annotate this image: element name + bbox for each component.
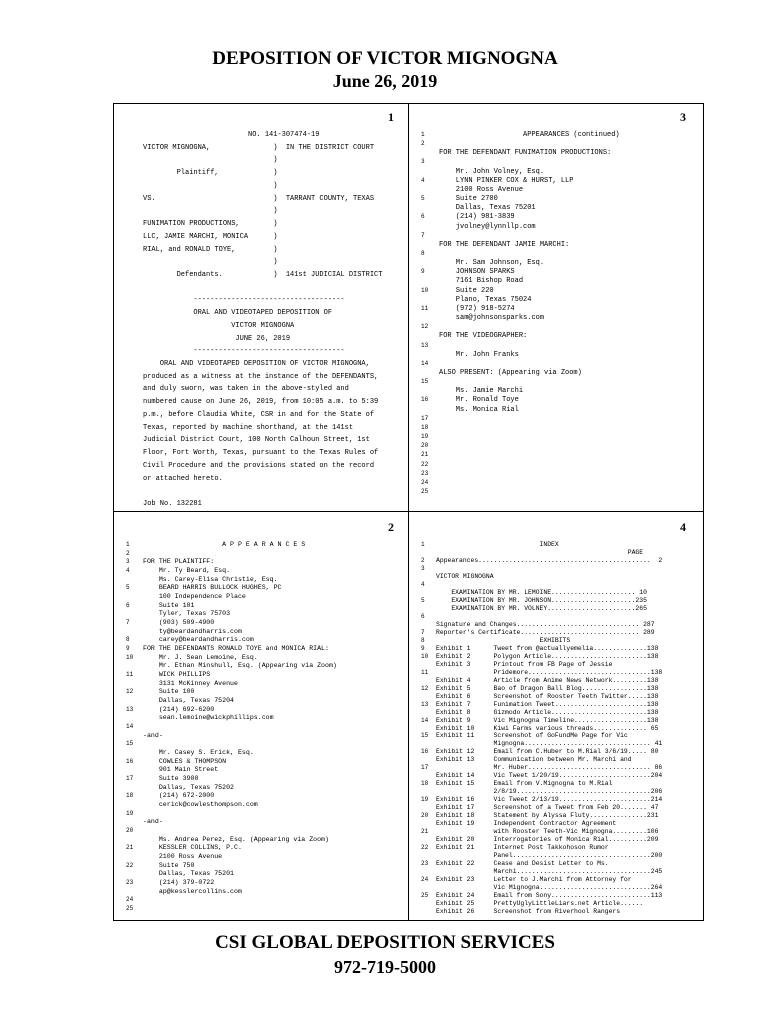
line-number: 18 bbox=[126, 792, 134, 800]
line-number: 7 bbox=[126, 619, 130, 626]
line-number: 4 bbox=[126, 567, 130, 574]
transcript-line: 2100 Ross Avenue bbox=[439, 185, 524, 194]
transcript-line: Mr. J. Sean Lemoine, Esq. bbox=[143, 653, 258, 661]
transcript-line: numbered cause on June 26, 2019, from 10:05 a.m. to 5:39 bbox=[143, 398, 379, 407]
line-number: 23 bbox=[126, 879, 134, 886]
transcript-line: Exhibit 4 Article from Anime News Network.........138 bbox=[436, 676, 659, 684]
transcript-line: cerick@cowlesthompson.com bbox=[143, 801, 258, 808]
transcript-line: Ms. Jamie Marchi bbox=[439, 387, 524, 396]
line-number: 12 bbox=[126, 688, 134, 696]
transcript-line: ALSO PRESENT: (Appearing via Zoom) bbox=[439, 369, 582, 377]
line-number: 12 bbox=[421, 323, 429, 331]
footer-company: CSI GLOBAL DEPOSITION SERVICES bbox=[215, 932, 555, 953]
transcript-line: (214) 692-6200 bbox=[143, 705, 215, 713]
transcript-line: -and- bbox=[143, 731, 163, 739]
transcript-line: Civil Procedure and the provisions stated on the record bbox=[143, 461, 375, 470]
transcript-line: Panel....................................200 bbox=[436, 852, 663, 860]
transcript-line: -and- bbox=[143, 818, 163, 826]
transcript-line: Plaintiff, ) bbox=[143, 169, 278, 178]
transcript-line: (214) 379-0722 bbox=[143, 879, 215, 886]
transcript-line: Job No. 132281 bbox=[143, 500, 202, 508]
transcript-line: Appearances............................................. 2 bbox=[436, 556, 663, 564]
transcript-line: Exhibit 22 Cease and Desist Letter to Ms. bbox=[436, 860, 609, 868]
line-number: 11 bbox=[421, 304, 429, 312]
transcript-line: PAGE bbox=[436, 548, 644, 556]
line-number: 3 bbox=[126, 558, 130, 566]
transcript-line: Exhibit 18 Statement by Alyssa Fluty...............231 bbox=[436, 812, 659, 820]
transcript-line: Defendants. ) 141st JUDICIAL DISTRICT bbox=[143, 270, 383, 279]
transcript-line: Exhibit 13 Communication between Mr. Marchi and bbox=[436, 756, 632, 764]
line-number: 21 bbox=[421, 828, 429, 836]
transcript-line: Suite 750 bbox=[143, 861, 195, 869]
transcript-line: Dallas, Texas 75201 bbox=[439, 204, 536, 213]
line-number: 8 bbox=[421, 636, 425, 644]
line-number: 20 bbox=[421, 442, 429, 450]
transcript-line: 3131 McKinney Avenue bbox=[143, 679, 238, 687]
transcript-line: Mr. John Franks bbox=[439, 350, 519, 359]
line-number: 21 bbox=[126, 844, 134, 852]
transcript-line: FOR THE DEFENDANT FUNIMATION PRODUCTIONS: bbox=[439, 149, 612, 158]
line-number: 1 bbox=[421, 131, 425, 138]
transcript-line: Exhibit 12 Email from C.Huber to M.Rial 3/6/19..... 80 bbox=[436, 748, 659, 756]
transcript-line: APPEARANCES (continued) bbox=[439, 131, 620, 139]
line-number: 11 bbox=[126, 671, 134, 678]
transcript-line: or attached hereto. bbox=[143, 474, 223, 483]
line-number: 9 bbox=[126, 645, 130, 652]
transcript-line: Exhibit 8 Gizmodo Article.........................138 bbox=[436, 708, 659, 716]
transcript-line: COWLES & THOMPSON bbox=[143, 757, 227, 765]
transcript-line: JUNE 26, 2019 bbox=[143, 334, 291, 343]
transcript-line: Exhibit 16 Vic Tweet 2/13/19........................214 bbox=[436, 796, 663, 804]
transcript-line: INDEX bbox=[436, 541, 559, 548]
line-number: 3 bbox=[421, 158, 425, 166]
transcript-line: Exhibit 6 Screenshot of Rooster Teeth Twitter.....138 bbox=[436, 692, 659, 700]
line-number: 24 bbox=[126, 896, 134, 904]
transcript-line: FOR THE VIDEOGRAPHER: bbox=[439, 332, 528, 341]
transcript-line: Signature and Changes................................ 287 bbox=[436, 620, 655, 628]
page-number-3: 3 bbox=[680, 110, 686, 124]
transcript-line: KESSLER COLLINS, P.C. bbox=[143, 844, 242, 852]
line-number: 10 bbox=[421, 286, 429, 294]
line-number: 5 bbox=[421, 596, 425, 604]
transcript-line: Pridemore................................138 bbox=[436, 668, 663, 676]
line-number: 2 bbox=[126, 549, 130, 557]
transcript-line: Exhibit 1 Tweet from @actuallyemelia..............138 bbox=[436, 644, 659, 652]
transcript-line: Ms. Monica Rial bbox=[439, 405, 519, 414]
transcript-line: Suite 2700 bbox=[439, 195, 498, 204]
line-number: 23 bbox=[421, 469, 429, 477]
transcript-line: WICK PHILLIPS bbox=[143, 671, 211, 678]
transcript-line: Exhibit 9 Vic Mignogna Timeline...................138 bbox=[436, 716, 659, 724]
transcript-line: Exhibit 17 Screenshot of a Tweet from Feb 20....... 47 bbox=[436, 804, 659, 812]
transcript-line: Mr. Casey S. Erick, Esq. bbox=[143, 749, 254, 756]
line-number: 8 bbox=[126, 636, 130, 644]
transcript-line: Exhibit 14 Vic Tweet 1/20/19........................204 bbox=[436, 772, 663, 780]
transcript-line: Reporter's Certificate............................... 289 bbox=[436, 628, 655, 636]
transcript-line: NO. 141-307474-19 bbox=[143, 131, 320, 139]
line-number: 17 bbox=[421, 764, 429, 772]
line-number: 4 bbox=[421, 176, 425, 184]
transcript-line: with Rooster Teeth-Vic Mignogna.........106 bbox=[436, 828, 659, 836]
line-number: 23 bbox=[421, 860, 429, 868]
line-number: 12 bbox=[421, 684, 429, 692]
transcript-line: (903) 509-4900 bbox=[143, 619, 215, 626]
line-number: 7 bbox=[421, 231, 425, 239]
page-number-1: 1 bbox=[388, 110, 394, 124]
transcript-line: Exhibit 2 Polygon Article.........................138 bbox=[436, 652, 659, 660]
transcript-line: FUNIMATION PRODUCTIONS, ) bbox=[143, 220, 278, 229]
line-number: 19 bbox=[126, 809, 134, 817]
line-number: 24 bbox=[421, 876, 429, 884]
line-number: 1 bbox=[126, 541, 130, 548]
transcript-line: Exhibit 15 Email from V.Mignogna to M.Rial bbox=[436, 780, 613, 788]
line-number: 13 bbox=[421, 341, 429, 349]
transcript-line: ) bbox=[143, 181, 278, 190]
transcript-line: Dallas, Texas 75204 bbox=[143, 697, 235, 704]
line-number: 15 bbox=[126, 740, 134, 748]
transcript-line: (972) 918-5274 bbox=[439, 304, 515, 313]
transcript-line: Exhibit 11 Screenshot of GoFundMe Page for Vic bbox=[436, 732, 628, 740]
line-number: 22 bbox=[421, 844, 429, 852]
transcript-line: produced as a witness at the instance of the DEFENDANTS, bbox=[143, 372, 379, 381]
transcript-line: ty@beardandharris.com bbox=[143, 627, 242, 635]
transcript-line: Mr. Ethan Minshull, Esq. (Appearing via Zoom) bbox=[143, 662, 337, 670]
transcript-line: Exhibit 23 Letter to J.Marchi from Attorney for bbox=[436, 876, 632, 884]
transcript-line: sean.lemoine@wickphillips.com bbox=[143, 714, 274, 722]
line-number: 8 bbox=[421, 250, 425, 257]
line-number: 2 bbox=[421, 140, 425, 148]
transcript-line: ) bbox=[143, 156, 278, 165]
line-number: 18 bbox=[421, 780, 429, 788]
transcript-line: (214) 672-2000 bbox=[143, 792, 215, 800]
transcript-line: Ms. Andrea Perez, Esq. (Appearing via Zoom) bbox=[143, 835, 329, 843]
transcript-line: Exhibit 20 Interrogatories of Monica Rial..........209 bbox=[436, 836, 659, 844]
document-date: June 26, 2019 bbox=[332, 71, 438, 91]
transcript-line: Plano, Texas 75024 bbox=[439, 295, 532, 304]
transcript-line: Texas, reported by machine shorthand, at the 141st bbox=[143, 423, 354, 432]
transcript-line: ORAL AND VIDEOTAPED DEPOSITION OF VICTOR MIGNOGNA, bbox=[143, 360, 370, 369]
line-number: 16 bbox=[421, 748, 429, 756]
line-number: 16 bbox=[126, 757, 134, 765]
line-number: 5 bbox=[421, 195, 425, 203]
line-number: 14 bbox=[421, 716, 429, 724]
transcript-line: 100 Independence Place bbox=[143, 593, 246, 600]
transcript-line: Exhibit 19 Independent Contractor Agreement bbox=[436, 820, 617, 828]
transcript-line: Dallas, Texas 75201 bbox=[143, 870, 235, 878]
line-number: 15 bbox=[421, 378, 429, 386]
line-number: 6 bbox=[421, 612, 425, 620]
column-divider bbox=[408, 103, 409, 921]
transcript-line: Suite 220 bbox=[439, 286, 494, 295]
transcript-line: EXAMINATION BY MR. LEMOINE...................... 10 bbox=[436, 588, 647, 596]
transcript-line: FOR THE DEFENDANTS RONALD TOYE and MONICA RIAL: bbox=[143, 645, 329, 652]
page-number-2: 2 bbox=[388, 520, 394, 534]
line-number: 13 bbox=[126, 705, 134, 713]
line-number: 4 bbox=[421, 580, 425, 588]
line-number: 25 bbox=[421, 892, 429, 900]
transcript-line: EXAMINATION BY MR. VOLNEY.......................265 bbox=[436, 604, 647, 612]
transcript-line: Floor, Fort Worth, Texas, pursuant to the Texas Rules of bbox=[143, 449, 379, 458]
transcript-line: ORAL AND VIDEOTAPED DEPOSITION OF bbox=[143, 309, 333, 318]
line-number: 22 bbox=[421, 460, 429, 468]
transcript-line: Ms. Carey-Elisa Christie, Esq. bbox=[143, 575, 278, 583]
transcript-line: JOHNSON SPARKS bbox=[439, 268, 515, 277]
transcript-line: 2/8/19...................................206 bbox=[436, 788, 663, 796]
line-number: 15 bbox=[421, 732, 429, 740]
line-number: 9 bbox=[421, 268, 425, 276]
line-number: 13 bbox=[421, 700, 429, 708]
line-number: 3 bbox=[421, 564, 425, 572]
transcript-line: Judicial District Court, 100 North Calhoun Street, 1st bbox=[143, 436, 370, 445]
transcript-line: ------------------------------------ bbox=[143, 347, 345, 356]
transcript-line: BEARD HARRIS BULLOCK HUGHES, PC bbox=[143, 584, 282, 592]
transcript-line: Marchi...................................245 bbox=[436, 868, 663, 876]
transcript-line: Vic Mignogna.............................264 bbox=[436, 884, 663, 892]
transcript-line: Exhibit 24 Email from Sony..........................113 bbox=[436, 892, 663, 900]
transcript-line: Exhibit 7 Funimation Tweet........................138 bbox=[436, 700, 659, 708]
transcript-line: LYNN PINKER COX & HURST, LLP bbox=[439, 176, 574, 185]
line-number: 5 bbox=[126, 584, 130, 592]
transcript-line: Mr. Ty Beard, Esq. bbox=[143, 567, 231, 574]
line-number: 19 bbox=[421, 433, 429, 441]
line-number: 17 bbox=[126, 775, 134, 782]
line-number: 2 bbox=[421, 556, 425, 564]
transcript-line: Exhibit 5 Bao of Dragon Ball Blog.................138 bbox=[436, 684, 659, 692]
transcript-line: p.m., before Claudia White, CSR in and for the State of bbox=[143, 410, 375, 419]
document-title: DEPOSITION OF VICTOR MIGNOGNA bbox=[212, 48, 558, 69]
line-number: 25 bbox=[126, 905, 134, 912]
line-number: 20 bbox=[421, 812, 429, 820]
line-number: 14 bbox=[421, 359, 429, 367]
line-number: 6 bbox=[126, 601, 130, 609]
transcript-line: Exhibit 21 Internet Post Takkohoson Rumor bbox=[436, 844, 609, 852]
line-number: 24 bbox=[421, 478, 429, 486]
line-number: 18 bbox=[421, 423, 429, 431]
transcript-line: LLC, JAMIE MARCHI, MONICA ) bbox=[143, 232, 278, 241]
transcript-line: Exhibit 26 Screenshot from Riverhool Rangers bbox=[436, 908, 621, 915]
line-number: 9 bbox=[421, 644, 425, 652]
transcript-line: ap@kesslercollins.com bbox=[143, 887, 242, 895]
transcript-line: VS. ) TARRANT COUNTY, TEXAS bbox=[143, 194, 375, 203]
transcript-line: Exhibit 3 Printout from FB Page of Jessie bbox=[436, 660, 613, 668]
transcript-line: A P P E A R A N C E S bbox=[143, 541, 306, 548]
transcript-line: carey@beardandharris.com bbox=[143, 636, 254, 644]
transcript-line: sam@johnsonsparks.com bbox=[439, 314, 545, 323]
page-number-4: 4 bbox=[680, 520, 686, 534]
transcript-line: Exhibit 25 PrettyUglyLittleLiars.net Article...... bbox=[436, 900, 644, 908]
transcript-line: ------------------------------------ bbox=[143, 296, 345, 305]
transcript-line: Suite 101 bbox=[143, 601, 195, 609]
transcript-line: ) bbox=[143, 207, 278, 216]
line-number: 1 bbox=[421, 541, 425, 548]
transcript-line: RIAL, and RONALD TOYE, ) bbox=[143, 245, 278, 254]
transcript-line: 901 Main Street bbox=[143, 766, 219, 774]
line-number: 14 bbox=[126, 723, 134, 730]
transcript-line: Exhibit 10 Kiwi Farms various threads.............. 65 bbox=[436, 724, 659, 732]
row-divider bbox=[113, 511, 704, 512]
transcript-line: Dallas, Texas 75202 bbox=[143, 783, 235, 791]
transcript-line: ) bbox=[143, 258, 278, 267]
line-number: 16 bbox=[421, 396, 429, 404]
line-number: 6 bbox=[421, 213, 425, 221]
transcript-line: 2100 Ross Avenue bbox=[143, 853, 223, 860]
transcript-line: Tyler, Texas 75703 bbox=[143, 610, 231, 618]
line-number: 7 bbox=[421, 628, 425, 636]
transcript-line: Suite 100 bbox=[143, 688, 195, 696]
transcript-line: VICTOR MIGNOGNA bbox=[436, 572, 494, 580]
transcript-line: FOR THE DEFENDANT JAMIE MARCHI: bbox=[439, 240, 570, 249]
transcript-line: and duly sworn, was taken in the above-styled and bbox=[143, 385, 349, 394]
transcript-line: jvolney@lynnllp.com bbox=[439, 222, 536, 231]
transcript-line: EXAMINATION BY MR. JOHNSON......................235 bbox=[436, 596, 647, 604]
line-number: 19 bbox=[421, 796, 429, 804]
line-number: 10 bbox=[126, 653, 134, 661]
line-number: 20 bbox=[126, 827, 134, 834]
transcript-line: Mr. Sam Johnson, Esq. bbox=[439, 259, 545, 268]
line-number: 25 bbox=[421, 488, 429, 495]
transcript-line: VICTOR MIGNOGNA, ) IN THE DISTRICT COURT bbox=[143, 143, 375, 152]
transcript-line: Mignogna................................. 41 bbox=[436, 740, 663, 748]
line-number: 21 bbox=[421, 451, 429, 459]
line-number: 22 bbox=[126, 861, 134, 869]
line-number: 17 bbox=[421, 414, 429, 422]
line-number: 11 bbox=[421, 668, 429, 676]
transcript-line: Mr. John Volney, Esq. bbox=[439, 167, 545, 176]
transcript-line: 7161 Bishop Road bbox=[439, 277, 524, 286]
transcript-line: Mr. Ronald Toye bbox=[439, 396, 519, 405]
transcript-line: (214) 981-3839 bbox=[439, 213, 515, 222]
transcript-line: Mr. Huber................................ 86 bbox=[436, 764, 663, 772]
footer-phone: 972-719-5000 bbox=[334, 957, 436, 977]
line-number: 10 bbox=[421, 652, 429, 660]
transcript-line: FOR THE PLAINTIFF: bbox=[143, 558, 215, 566]
transcript-line: EXHIBITS bbox=[436, 636, 571, 644]
transcript-line: VICTOR MIGNOGNA bbox=[143, 321, 295, 330]
transcript-line: Suite 3900 bbox=[143, 775, 199, 782]
